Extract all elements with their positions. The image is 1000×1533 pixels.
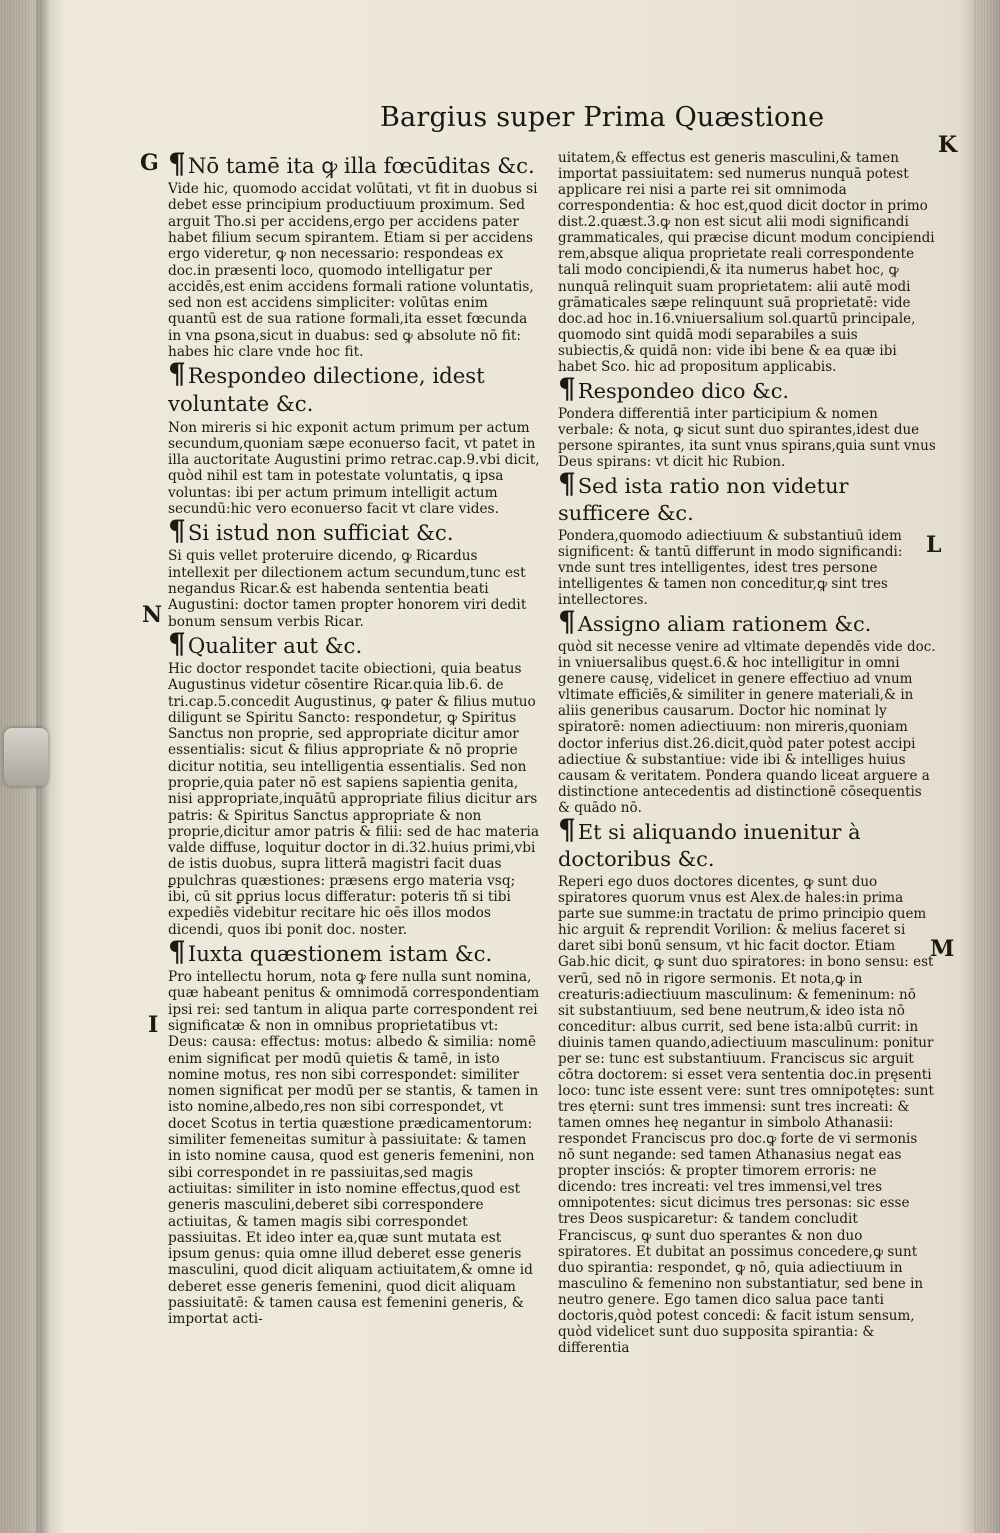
rubric: ¶Sed ista ratio non videtur sufficere &c. <box>558 466 849 526</box>
margin-mark-g: G <box>140 150 159 176</box>
paragraph: Hic doctor respondet tacite obiectioni, quia beatus Augustinus videtur cōsentire Ricar.quia lib.6. de tri.cap.5.concedit Augustinus, ꝙ pater & filius mutuo diligunt se Spiritu Sancto: respondetur, ꝙ Spiritus Sanctus non proprie, sed appropriate dicitur amor essentialis: sicut & filius appropriate & nō proprie dicitur notitia, seu intelligentia essentialis. Sed non proprie,quia pater nō est sapiens sapientia genita, nisi appropriate,inquātū appropriate filius dicitur ars patris: & Spiritus Sanctus appropriate & non proprie,dicitur amor patris & filii: sed de hac materia valde diffuse, loquitur doctor in di.32.huius primi,vbi de istis duobus, supra litterā magistri facit duas ꝑpulchras quæstiones: præsens ergo materia vsq; ibi, cū sit ꝑprius locus differatur: poteris tñ si tibi expediēs videbitur recitare hic oēs illos modos dicendi, quos ibi ponit doc. noster. <box>168 660 540 938</box>
rubric: ¶Qualiter aut &c. <box>168 626 363 660</box>
rubric: ¶Respondeo dilectione, idest voluntate &c. <box>168 357 485 418</box>
margin-mark-l: L <box>926 532 942 558</box>
rubric: ¶Et si aliquando inuenitur à doctoribus &c. <box>558 812 861 872</box>
paragraph: Non mireris si hic exponit actum primum per actum secundum,quoniam sæpe econuerso facit, vt patet in illa auctoritate Augustini primo retrac.cap.9.vbi dicit, quòd nihil est tam in potestate voluntatis, ꝗ ipsa voluntas: ibi per actum primum intelligit actum secundū:hic vero econuerso facit vt clare vides. <box>168 419 540 517</box>
running-head: Bargius super Prima Quæstione <box>380 102 825 133</box>
page-edges <box>974 0 1000 1533</box>
left-column <box>168 147 540 1328</box>
margin-mark-n: N <box>142 602 163 628</box>
margin-mark-i: I <box>148 1012 159 1038</box>
paragraph: Pondera,quomodo adiectiuum & substantiuū idem significent: & tantū differunt in modo significandi: vnde sunt tres intelligentes, idest tres persone intelligentes & tamen non conceditur,ꝙ sint tres intellectores. <box>558 528 903 609</box>
paragraph: Reperi ego duos doctores dicentes, ꝙ sunt duo spiratores quorum vnus est Alex.de hales:in prima parte sue summe:in tractatu de primo principio quem hic arguit & reprendit Vorilion: & melius faceret si daret sibi bonū sensum, vt hic facit doctor. Etiam Gab.hic dicit, ꝙ sunt duo spiratores: in bono sensu: est verū, sed nō in rigore sermonis. Et nota,ꝙ in creaturis:adiectiuum masculinum: & femeninum: nō sit substantiuum, sed bene neutrum,& ideo ista nō conceditur: albus currit, sed bene ista:albū currit: in diuinis tamen quando,adiectiuum masculinum: ponitur per se: tunc est substantiuum. Franciscus sic arguit cōtra doctorem: si esset vera sententia doc.in pręsenti loco: tunc iste essent vere: sunt tres omnipotętes: sunt tres ęterni: sunt tres immensi: sunt tres increati: & tamen omnes heę negantur in simbolo Athanasii: respondet Franciscus pro doc.ꝙ forte de vi sermonis nō sunt negande: sed tamen Athanasius negat eas propter insciós: & propter timorem erroris: ne dicendo: tres increati: vel tres immensi,vel tres omnipotentes: sicut dicimus tres personas: sic esse tres Deos suspicaretur: & tandem concludit Franciscus, ꝙ sunt duo sperantes & non duo spiratores. Et dubitat an possimus concedere,ꝙ sunt duo spirantia: respondet, ꝙ nō, quia adiectiuum in masculino & femenino non substantiatur, sed bene in neutro genere. Ego tamen dico salua pace tanti doctoris,quòd potest concedi: & facit istum sensum, quòd videlicet sunt duo supposita spirantia: & differentia <box>558 874 934 1356</box>
page-tab-marker <box>4 728 48 786</box>
paragraph: quòd sit necesse venire ad vltimate dependēs vide doc. in vniuersalibus quęst.6.& hoc intelligitur in omni genere causę, videlicet in genere effectiuo ad vnum vltimate efficiēs,& similiter in genere materiali,& in aliis generibus causarum. Doctor hic nominat ly spiratorē: nomen adiectiuum: non mireris,quoniam doctor inferius dist.26.dicit,quòd pater potest accipi adiectiue & substantiue: vide ibi & intelliges huius causam & veritatem. Pondera quando liceat arguere a distinctione antecedentis ad distinctionē cōsequentis & quādo nō. <box>558 639 936 816</box>
rubric: ¶Iuxta quæstionem istam &c. <box>168 934 493 968</box>
rubric: ¶Assigno aliam rationem &c. <box>558 605 872 639</box>
rubric: ¶Si istud non sufficiat &c. <box>168 514 454 548</box>
right-column <box>558 150 936 1356</box>
margin-mark-k: K <box>938 132 958 158</box>
paragraph: Si quis vellet proteruire dicendo, ꝙ Ricardus intellexit per dilectionem actum secundum,tunc est negandus Ricar.& est habenda sententia beati Augustini: doctor tamen propter honorem viri dedit bonum sensum verbis Ricar. <box>168 548 527 630</box>
paragraph: Pro intellectu horum, nota ꝙ fere nulla sunt nomina, quæ habeant penitus & omnimodā correspondentiam ipsi rei: sed tantum in aliqua parte correspondent rei significatæ & non in omnibus proprietatibus vt: Deus: causa: effectus: motus: albedo & similia: nomē enim significat per modū quietis & tamē, in isto nomine motus, res non sibi correspondet: similiter nomen significat per modū per se stantis, & tamen in isto nomine,albedo,res non sibi correspondet, vt docet Scotus in tertia quæstione prædicamentorum: similiter femeneitas sumitur à passiuitate: & tamen in isto nomine causa, quod est generis femenini, non sibi correspondet in re passiuitas,sed magis actiuitas: similiter in isto nomine effectus,quod est generis masculini,deberet sibi correspondere actiuitas, & tamen magis sibi correspondet passiuitas. Et ideo inter ea,quæ sunt mutata est ipsum genus: quia omne illud deberet esse generis masculini, quod dicit aliquam actiuitatem,& omne id deberet esse generis femenini, quod dicit aliquam passiuitatē: & tamen causa est femenini generis, & importat acti- <box>168 969 540 1328</box>
margin-mark-m: M <box>930 936 955 962</box>
rubric: ¶Nō tamē ita ꝙ illa fœcūditas &c. <box>168 147 535 180</box>
paragraph: Pondera differentiā inter participium & nomen verbale: & nota, ꝙ sicut sunt duo spirantes,idest due persone spirantes, ita sunt vnus spirans,quia sunt vnus Deus spirans: vt dicit hic Rubion. <box>558 405 936 470</box>
paragraph: Vide hic, quomodo accidat volūtati, vt fit in duobus si debet esse principium productiuum proximum. Sed arguit Tho.si per accidens,ergo per accidens pater habet filium secum spirantem. Etiam si per accidens ergo videretur, ꝙ non necessario: respondeas ex doc.in præsenti loco, quomodo intelligatur per accidēs,est enim accidens formali ratione voluntatis, sed non est accidens simpliciter: volūtas enim quantū est de sua ratione formali,ita esset fœcunda in vna ꝑsona,sicut in duabus: sed ꝙ absolute nō fit: habes hic clare vnde hoc fit. <box>168 181 538 361</box>
paragraph: uitatem,& effectus est generis masculini,& tamen importat passiuitatem: sed numerus nunquā potest applicare rei nisi a parte rei sit omnimoda correspondentia: & hoc est,quod dicit doctor in primo dist.2.quæst.3.ꝙ non est sicut alii modi significandi grammaticales, qui præcise dicunt modum concipiendi rem,absque aliqua proprietate reali correspondente tali modo concipiendi,& ita numerus habet hoc, ꝙ nunquā relinquit suam proprietatem: alii autē modi grāmaticales sæpe relinquunt suā proprietatē: vide doc.ad hoc in.16.vniuersalium sol.quartū principale, quomodo sint quidā modi separabiles a suis subiectis,& quidā non: vide ibi bene & ea quæ ibi habet Sco. hic ad propositum applicabis. <box>558 150 935 375</box>
rubric: ¶Respondeo dico &c. <box>558 371 790 405</box>
